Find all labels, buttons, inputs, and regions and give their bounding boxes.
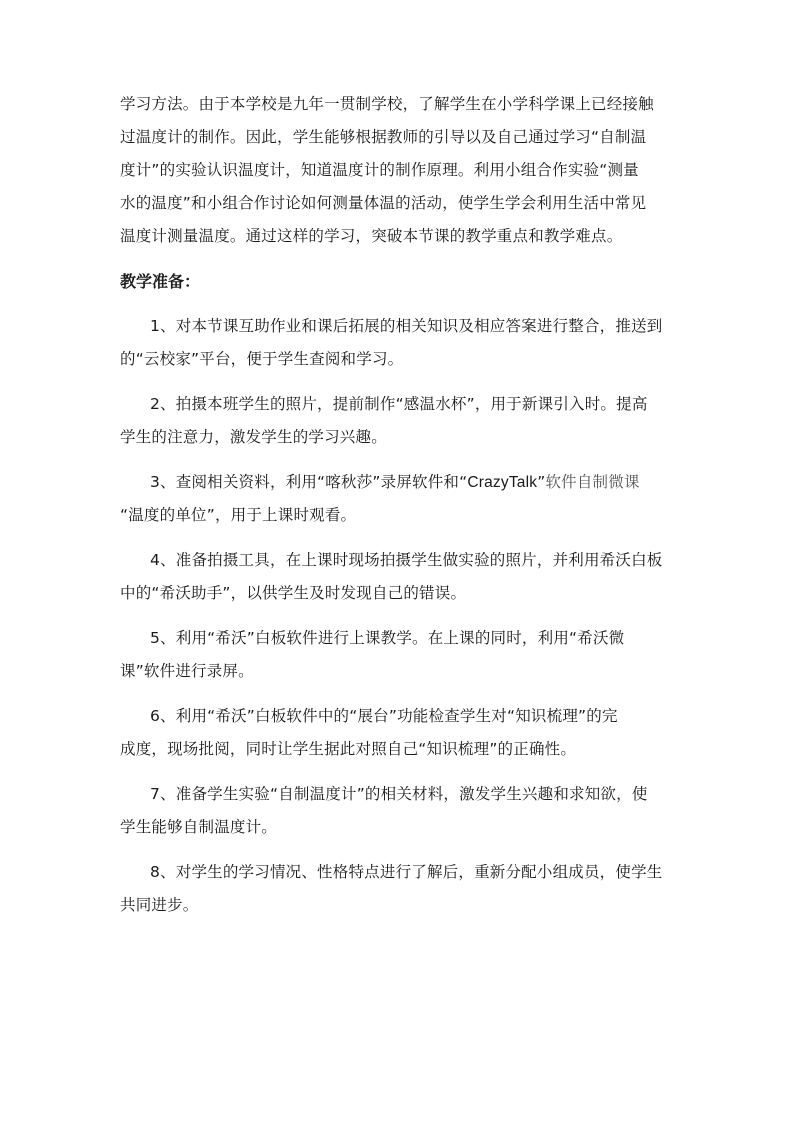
list-item-text: ” [537,473,546,491]
list-item-line: 1、对本节课互助作业和课后拓展的相关知识及相应答案进行整合，推送到 [150,317,663,335]
list-item-line: “温度的单位”，用于上课时观看。 [120,506,357,524]
list-item [120,544,668,610]
list-item [120,700,668,766]
list-item-line: 共同进步。 [120,896,199,914]
list-item-line: 的“云校家”平台，便于学生查阅和学习。 [120,350,404,368]
list-item-line: 5、利用“希沃”白板软件进行上课教学。在上课的同时，利用“希沃微 [150,629,625,647]
software-name: CrazyTalk [467,474,538,491]
list-item-line: 8、对学生的学习情况、性格特点进行了解后，重新分配小组成员，使学生 [150,863,663,881]
document-page [120,88,668,922]
list-item [120,466,668,532]
list-item [120,778,668,844]
list-item [120,388,668,454]
list-item-text: 3、查阅相关资料，利用“喀秋莎”录屏软件和“ [150,473,468,491]
intro-paragraph [120,88,668,253]
list-item-line: 中的“希沃助手”，以供学生及时发现自己的错误。 [120,584,467,602]
list-item-line: 2、拍摄本班学生的照片，提前制作“感温水杯”，用于新课引入时。提高 [150,395,648,413]
list-item-line: 6、利用“希沃”白板软件中的“展台”功能检查学生对“知识梳理”的完 [150,707,618,725]
list-item-line: 学生能够自制温度计。 [120,818,278,836]
list-item-line: 课”软件进行录屏。 [120,662,254,680]
list-item-line: 学生的注意力，激发学生的学习兴趣。 [120,428,387,446]
section-heading: 教学准备： [120,272,201,291]
list-item-line: 7、准备学生实验“自制温度计”的相关材料，激发学生兴趣和求知欲，使 [150,785,648,803]
list-item-line: 4、准备拍摄工具，在上课时现场拍摄学生做实验的照片，并利用希沃白板 [150,551,663,569]
list-item [120,622,668,688]
list-item-line [120,466,668,499]
intro-line: 水的温度”和小组合作讨论如何测量体温的活动，使学生学会利用生活中常见 [120,194,647,212]
intro-line: 过温度计的制作。因此，学生能够根据教师的引导以及自己通过学习“自制温 [120,128,647,146]
list-item [120,310,668,376]
intro-line: 温度计测量温度。通过这样的学习，突破本节课的教学重点和教学难点。 [120,227,623,245]
list-item [120,856,668,922]
intro-line: 学习方法。由于本学校是九年一贯制学校，了解学生在小学科学课上已经接触 [120,95,654,113]
list-item-line: 成度，现场批阅，同时让学生据此对照自己“知识梳理”的正确性。 [120,740,577,758]
list-item-text: 软件自制微课 [545,473,640,491]
intro-line: 度计”的实验认识温度计，知道温度计的制作原理。利用小组合作实验“测量 [120,161,639,179]
